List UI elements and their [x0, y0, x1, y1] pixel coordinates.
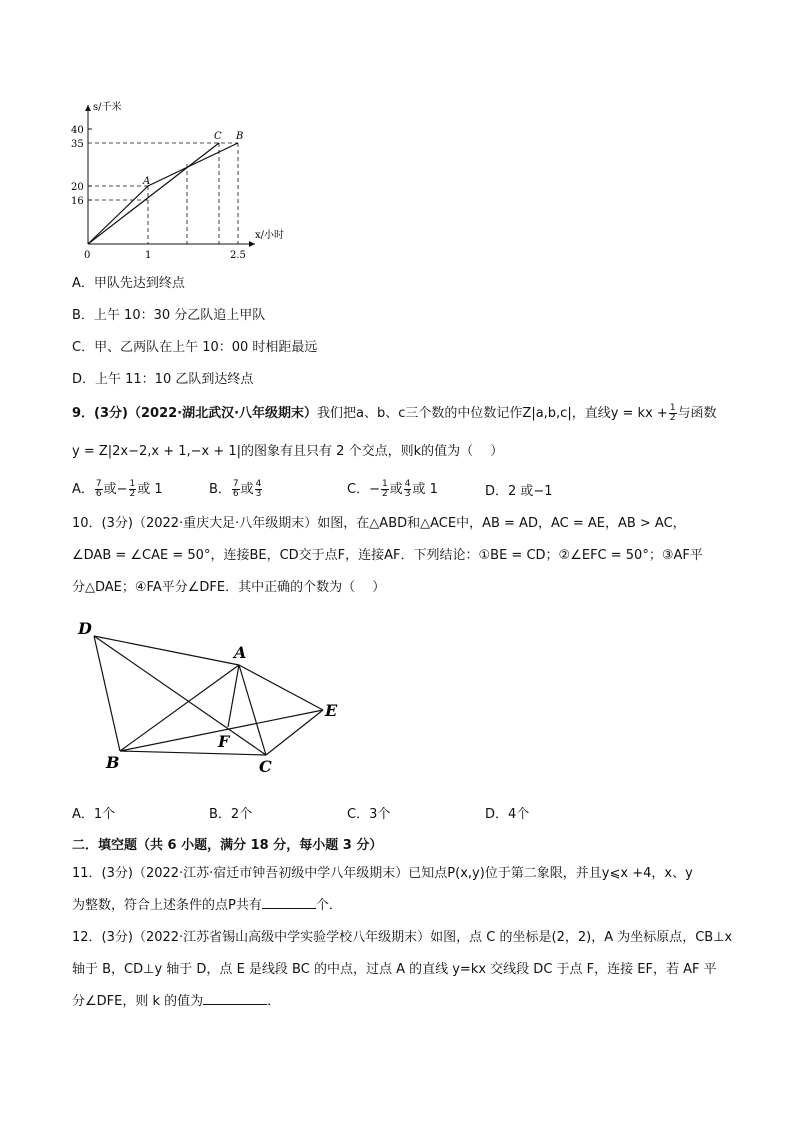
point-label-a: A	[143, 176, 151, 187]
q12-answer-blank[interactable]	[203, 990, 267, 1005]
q9-half-fraction: $\frac{1}{2}$	[669, 403, 676, 423]
q11-answer-blank[interactable]	[262, 894, 316, 909]
label-e: E	[325, 701, 338, 720]
q8-option-c: C．甲、乙两队在上午 10：00 时相距最远	[72, 340, 318, 355]
q8-option-b: B．上午 10：30 分乙队追上甲队	[72, 308, 266, 323]
label-a: A	[234, 643, 247, 662]
q9-text1: 我们把a、b、c三个数的中位数记作Z|a,b,c|，直线y = kx +	[317, 406, 668, 421]
x-tick-2-5: 2.5	[230, 250, 246, 261]
q9-option-b: B． $\frac{7}{6}$ 或 $\frac{4}{3}$	[209, 479, 262, 499]
y-tick-40: 40	[71, 125, 84, 136]
point-label-b: B	[236, 131, 244, 142]
q9-prefix: 9．(3分)（2022·湖北武汉·八年级期末）	[72, 406, 318, 421]
q9-option-c: C．− $\frac{1}{2}$ 或 $\frac{4}{3}$ 或 1	[347, 479, 438, 499]
label-c: C	[259, 757, 272, 776]
q11-line1: 11．(3分)（2022·江苏·宿迁市钟吾初级中学八年级期末）已知点P(x,y)位于第二象限，并且y⩽x +4，x、y	[72, 866, 693, 881]
q10-line2: ∠DAB = ∠CAE = 50°，连接BE，CD交于点F，连接AF．下列结论：①BE = CD；②∠EFC = 50°；③AF平	[72, 548, 703, 563]
q9-option-a: A． $\frac{7}{6}$ 或− $\frac{1}{2}$ 或 1	[72, 479, 163, 499]
q11-line2: 为整数，符合上述条件的点P共有 个．	[72, 890, 732, 921]
team-line-a-b	[88, 143, 238, 244]
y-tick-16: 16	[71, 196, 84, 207]
label-d: D	[78, 619, 92, 638]
q10-line3: 分△DAE；④FA平分∠DFE．其中正确的个数为（ ）	[72, 580, 386, 595]
q10-option-c: C．3个	[347, 807, 391, 822]
q9-line1: 9．(3分)（2022·湖北武汉·八年级期末）我们把a、b、c三个数的中位数记作Z|a,b,c|，直线y = kx + $\frac{1}{2}$ 与函数	[72, 403, 717, 423]
y-tick-20: 20	[71, 182, 84, 193]
q12-line2: 轴于 B，CD⊥y 轴于 D，点 E 是线段 BC 的中点，过点 A 的直线 y=kx 交线段 DC 于点 F，连接 EF，若 AF 平	[72, 962, 717, 977]
q10-option-a: A．1个	[72, 807, 116, 822]
point-label-c: C	[214, 131, 222, 142]
q12-line1: 12．(3分)（2022·江苏省锡山高级中学实验学校八年级期末）如图，点 C 的坐标是(2，2)，A 为坐标原点，CB⊥x	[72, 930, 733, 945]
distance-time-graph	[60, 95, 300, 265]
q8-option-a: A．甲队先达到终点	[72, 276, 185, 291]
q9-option-d: D．2 或−1	[485, 484, 553, 499]
q10-line1: 10．(3分)（2022·重庆大足·八年级期末）如图，在△ABD和△ACE中，AB = AD，AC = AE，AB > AC，	[72, 516, 686, 531]
q10-option-d: D．4个	[485, 807, 530, 822]
x-axis-label: x/小时	[255, 230, 285, 241]
triangle-figure	[70, 612, 350, 782]
label-f: F	[218, 732, 230, 751]
q12-line3: 分∠DFE，则 k 的值为 ．	[72, 986, 732, 1017]
y-axis-label: s/千米	[93, 102, 122, 113]
q8-option-d: D．上午 11：10 乙队到达终点	[72, 372, 254, 387]
team-line-c	[88, 143, 219, 244]
q10-option-b: B．2个	[209, 807, 253, 822]
label-b: B	[106, 753, 120, 772]
section-heading: 二．填空题（共 6 小题，满分 18 分，每小题 3 分）	[72, 838, 383, 853]
x-tick-1: 1	[145, 250, 152, 261]
x-tick-0: 0	[84, 250, 91, 261]
y-tick-35: 35	[71, 139, 84, 150]
q9-line2: y = Z|2x−2,x + 1,−x + 1|的图象有且只有 2 个交点，则k的值为（ ）	[72, 444, 504, 459]
